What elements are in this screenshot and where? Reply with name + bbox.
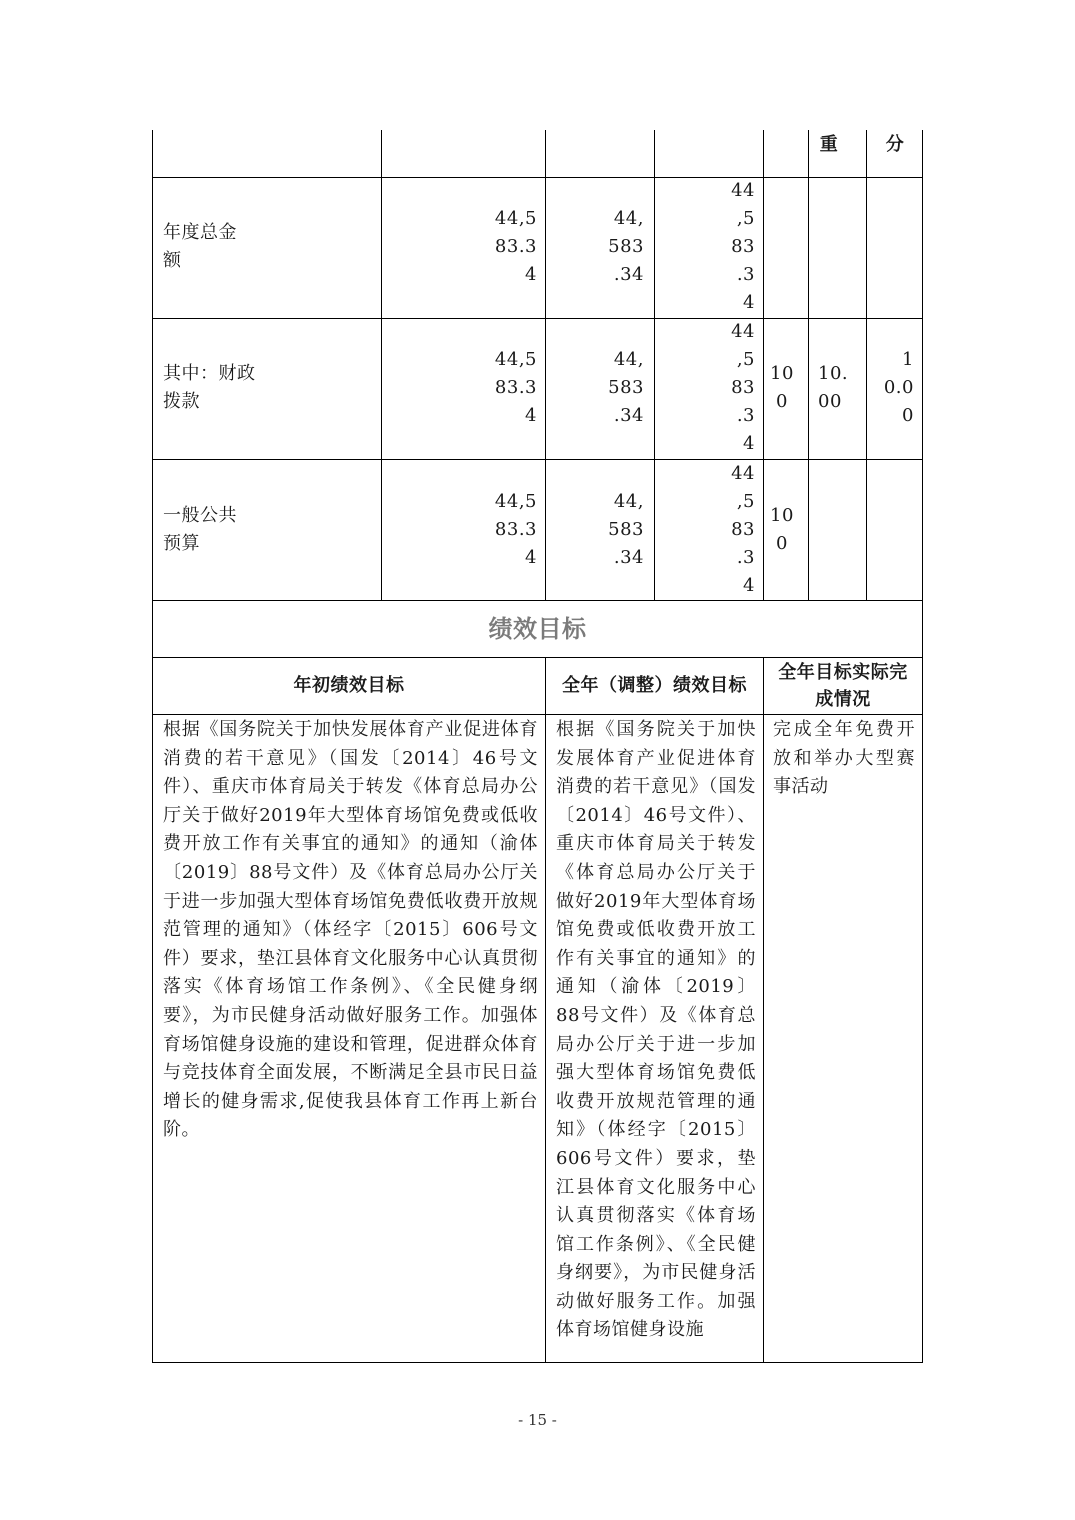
table-rule bbox=[763, 657, 764, 1363]
budget-actual-value: 44 ,5 83 .3 4 bbox=[731, 463, 755, 596]
budget-weight-value: 10 0 bbox=[770, 505, 794, 554]
budget-rate-value: 10. 00 bbox=[818, 363, 849, 412]
budget-score-value: 1 0.0 0 bbox=[883, 349, 914, 426]
table-rule bbox=[545, 657, 546, 1363]
budget-row-label: 其中：财政 拨款 bbox=[163, 363, 256, 412]
weight-header: 重 bbox=[819, 134, 839, 155]
table-rule bbox=[152, 1362, 923, 1363]
budget-actual-value: 44 ,5 83 .3 4 bbox=[731, 321, 755, 454]
table-rule bbox=[808, 130, 809, 601]
budget-initial-value: 44,5 83.3 4 bbox=[494, 491, 537, 568]
budget-actual-value: 44 ,5 83 .3 4 bbox=[731, 180, 755, 313]
initial-goal-header: 年初绩效目标 bbox=[293, 675, 405, 696]
table-rule bbox=[152, 714, 923, 715]
budget-adjusted-value: 44, 583 .34 bbox=[608, 491, 644, 568]
table-rule bbox=[152, 130, 153, 1363]
page-number: - 15 - bbox=[518, 1411, 557, 1429]
table-rule bbox=[922, 130, 923, 1363]
performance-section-title: 绩效目标 bbox=[488, 615, 587, 643]
adjusted-goal-text: 根据《国务院关于加快发展体育产业促进体育消费的若干意见》（国发〔2014〕46号文件）、重庆市体育局关于转发《体育总局办公厅关于做好2019年大型体育场馆免费或低收费开放工作有关事宜的通知》的通知（渝体〔2019〕88号文件）及《体育总局办公厅关于进一步加强大型体育场馆免费低收费开放规范管理的通知》（体经字〔2015〕606号文件）要求，垫江县体育文化服务中心认真贯彻落实《体育场馆工作条例》、《全民健身纲要》，为市民健身活动做好服务工作。加强体育场馆健身设施 bbox=[556, 719, 756, 1341]
budget-weight-value: 10 0 bbox=[770, 363, 794, 412]
completion-text: 完成全年免费开放和举办大型赛事活动 bbox=[773, 719, 915, 798]
completion-header: 全年目标实际完成情况 bbox=[778, 662, 908, 710]
budget-row-label: 年度总金 额 bbox=[163, 222, 237, 271]
initial-goal-text: 根据《国务院关于加快发展体育产业促进体育消费的若干意见》（国发〔2014〕46号文件）、重庆市体育局关于转发《体育总局办公厅关于做好2019年大型体育场馆免费或低收费开放工作有关事宜的通知》的通知（渝体〔2019〕88号文件）及《体育总局办公厅关于进一步加强大型体育场馆免费低收费开放规范管理的通知》（体经字〔2015〕606号文件）要求，垫江县体育文化服务中心认真贯彻落实《体育场馆工作条例》、《全民健身纲要》，为市民健身活动做好服务工作。加强体育场馆健身设施的建设和管理，促进群众体育与竞技体育全面发展，不断满足全县市民日益增长的健身需求,促使我县体育工作再上新台阶。 bbox=[163, 719, 538, 1141]
score-header: 分 bbox=[885, 134, 905, 155]
budget-initial-value: 44,5 83.3 4 bbox=[494, 349, 537, 426]
adjusted-goal-header: 全年（调整）绩效目标 bbox=[562, 675, 747, 696]
budget-adjusted-value: 44, 583 .34 bbox=[608, 208, 644, 285]
budget-adjusted-value: 44, 583 .34 bbox=[608, 349, 644, 426]
budget-row-label: 一般公共 预算 bbox=[163, 505, 237, 554]
budget-initial-value: 44,5 83.3 4 bbox=[494, 208, 537, 285]
